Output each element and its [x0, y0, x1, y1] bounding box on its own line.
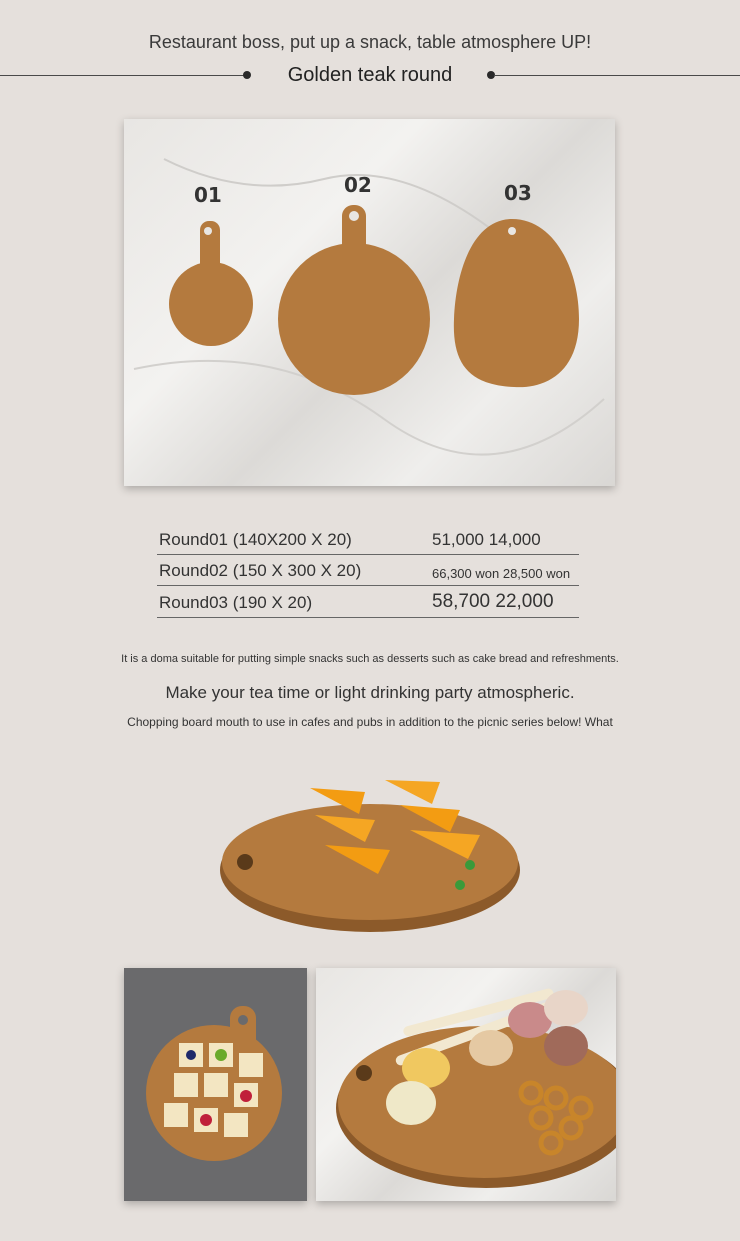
snack-board-illustration — [124, 968, 307, 1201]
board-label-02: 02 — [344, 173, 372, 197]
board-label-03: 03 — [504, 181, 532, 205]
tagline: Restaurant boss, put up a snack, table atmosphere UP! — [148, 32, 592, 52]
description-line-1: It is a doma suitable for putting simple snacks such as desserts such as cake bread and refreshments. — [121, 653, 619, 665]
spec-row-round03 — [157, 587, 579, 618]
description-line-3: Chopping board mouth to use in cafes and pubs in addition to the picnic series below! What — [127, 715, 613, 729]
spec-name: Round01 (140X200 X 20) — [159, 530, 352, 549]
product-photo — [124, 119, 615, 486]
spec-price: 51,000 14,000 — [432, 530, 541, 549]
spec-name: Round03 (190 X 20) — [159, 593, 313, 612]
snack-board-photo — [124, 968, 307, 1201]
section-title: Golden teak round — [287, 64, 453, 86]
description-line-2: Make your tea time or light drinking party atmospheric. — [165, 683, 575, 702]
spec-row-round02 — [157, 555, 579, 586]
spec-price: 66,300 won 28,500 won — [432, 566, 571, 581]
spec-price: 58,700 22,000 — [432, 591, 554, 612]
divider-right-line — [494, 75, 740, 76]
macaron-board-photo — [316, 968, 616, 1201]
orange-board-illustration — [215, 770, 525, 940]
macaron-board-illustration — [316, 968, 616, 1201]
orange-board-photo — [215, 770, 525, 940]
board-label-01: 01 — [194, 183, 222, 207]
spec-name: Round02 (150 X 300 X 20) — [159, 561, 362, 580]
spec-row-round01 — [157, 524, 579, 555]
